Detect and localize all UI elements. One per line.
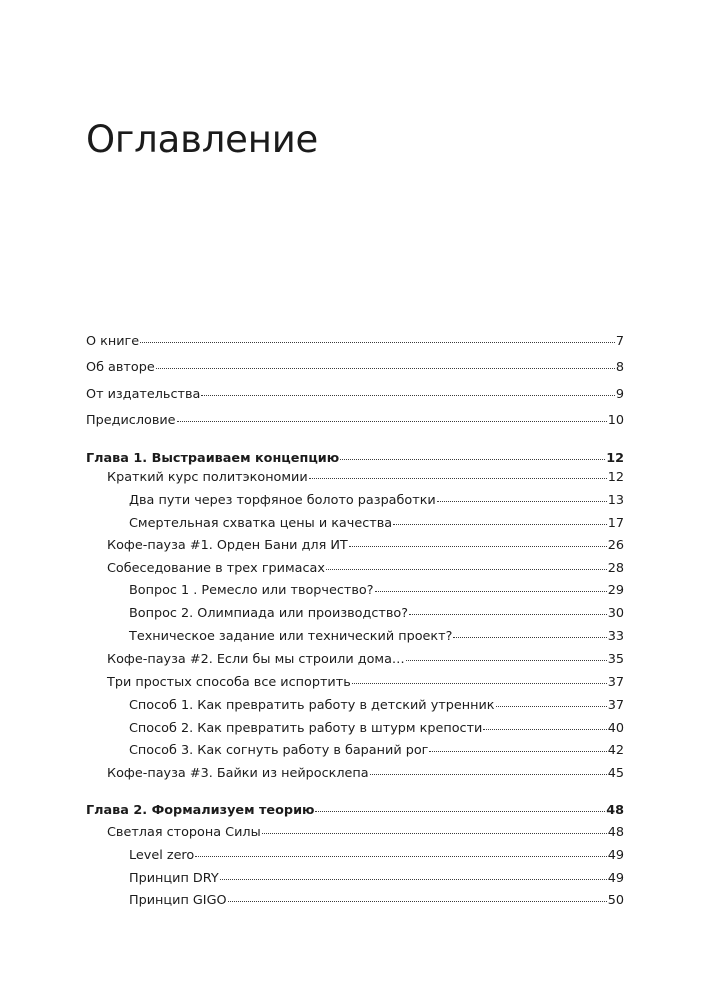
toc-entry-label: О книге: [86, 334, 140, 349]
toc-entry: [107, 823, 624, 843]
toc-entry: [86, 358, 624, 378]
dot-leader: [262, 833, 607, 834]
dot-leader: [340, 459, 605, 460]
toc-entry-label: Три простых способа все испортить: [107, 675, 351, 690]
toc-entry-label: Способ 1. Как превратить работу в детский утренник: [129, 698, 495, 713]
dot-leader: [228, 901, 607, 902]
toc-entry-label: Об авторе: [86, 360, 155, 375]
dot-leader: [409, 614, 607, 615]
toc-entry-label: Два пути через торфяное болото разработки: [129, 493, 436, 508]
toc-entry-label: Вопрос 2. Олимпиада или производство?: [129, 606, 409, 621]
dot-leader: [315, 811, 605, 812]
toc-entry: [129, 514, 624, 534]
dot-leader: [483, 729, 606, 730]
toc-entry-page-number: 37: [607, 698, 624, 713]
toc-entry-label: Принцип GIGO: [129, 893, 227, 908]
toc-entry-page-number: 45: [607, 766, 624, 781]
toc-entry-label: Способ 2. Как превратить работу в штурм крепости: [129, 721, 483, 736]
dot-leader: [309, 478, 607, 479]
toc-entry-label: Предисловие: [86, 413, 176, 428]
toc-entry-label: Способ 3. Как согнуть работу в бараний рог: [129, 743, 429, 758]
dot-leader: [496, 706, 607, 707]
dot-leader: [429, 751, 606, 752]
toc-entry: [86, 449, 624, 469]
toc-entry-page-number: 28: [607, 561, 624, 576]
toc-entry: [86, 332, 624, 352]
toc-entry: [86, 411, 624, 431]
toc-entry-page-number: 13: [607, 493, 624, 508]
table-of-contents: [86, 0, 624, 1000]
toc-entry-page-number: 9: [615, 387, 624, 402]
toc-entry: [86, 801, 624, 821]
toc-entry-page-number: 10: [607, 413, 624, 428]
toc-entry-page-number: 7: [615, 334, 624, 349]
toc-entry-label: Техническое задание или технический проект?: [129, 629, 453, 644]
toc-entry-page-number: 37: [607, 675, 624, 690]
toc-entry: [129, 604, 624, 624]
toc-entry: [107, 650, 624, 670]
toc-entry: [107, 536, 624, 556]
dot-leader: [453, 637, 606, 638]
toc-entry: [107, 764, 624, 784]
toc-entry: [129, 846, 624, 866]
toc-entry-label: Светлая сторона Силы: [107, 825, 261, 840]
toc-entry-page-number: 42: [607, 743, 624, 758]
dot-leader: [220, 879, 607, 880]
toc-entry-page-number: 50: [607, 893, 624, 908]
toc-entry-label: От издательства: [86, 387, 201, 402]
toc-entry-page-number: 49: [607, 871, 624, 886]
toc-entry: [107, 673, 624, 693]
toc-entry: [107, 468, 624, 488]
toc-entry-label: Принцип DRY: [129, 871, 219, 886]
toc-entry-page-number: 49: [607, 848, 624, 863]
toc-entry-page-number: 12: [606, 451, 624, 466]
toc-entry-page-number: 33: [607, 629, 624, 644]
dot-leader: [393, 524, 607, 525]
toc-entry: [129, 696, 624, 716]
toc-entry-page-number: 17: [607, 516, 624, 531]
dot-leader: [406, 660, 607, 661]
dot-leader: [349, 546, 607, 547]
toc-entry-label: Собеседование в трех гримасах: [107, 561, 325, 576]
dot-leader: [177, 421, 607, 422]
toc-entry: [129, 581, 624, 601]
toc-entry: [129, 491, 624, 511]
toc-entry-page-number: 12: [607, 470, 624, 485]
dot-leader: [326, 569, 607, 570]
toc-entry: [86, 385, 624, 405]
toc-entry-label: Кофе-пауза #1. Орден Бани для ИТ: [107, 538, 348, 553]
toc-entry-label: Глава 1. Выстраиваем концепцию: [86, 451, 340, 466]
dot-leader: [195, 856, 606, 857]
toc-entry: [129, 891, 624, 911]
toc-entry-label: Level zero: [129, 848, 195, 863]
dot-leader: [156, 368, 615, 369]
dot-leader: [375, 591, 607, 592]
toc-entry-page-number: 26: [607, 538, 624, 553]
toc-entry-label: Смертельная схватка цены и качества: [129, 516, 393, 531]
toc-entry: [129, 719, 624, 739]
page-title: Оглавление: [86, 118, 319, 161]
toc-entry-page-number: 29: [607, 583, 624, 598]
toc-entry-page-number: 8: [615, 360, 624, 375]
toc-entry: [129, 741, 624, 761]
dot-leader: [370, 774, 607, 775]
dot-leader: [437, 501, 607, 502]
toc-entry-label: Кофе-пауза #3. Байки из нейросклепа: [107, 766, 369, 781]
toc-entry-page-number: 48: [606, 803, 624, 818]
dot-leader: [352, 683, 607, 684]
toc-entry: [129, 627, 624, 647]
toc-entry: [107, 559, 624, 579]
toc-entry-page-number: 30: [607, 606, 624, 621]
toc-entry-label: Глава 2. Формализуем теорию: [86, 803, 315, 818]
toc-entry-label: Краткий курс политэкономии: [107, 470, 308, 485]
toc-entry-page-number: 40: [607, 721, 624, 736]
dot-leader: [140, 342, 615, 343]
toc-entry-page-number: 35: [607, 652, 624, 667]
dot-leader: [201, 395, 615, 396]
toc-entry-label: Вопрос 1 . Ремесло или творчество?: [129, 583, 374, 598]
toc-entry-label: Кофе-пауза #2. Если бы мы строили дома…: [107, 652, 405, 667]
toc-entry-page-number: 48: [607, 825, 624, 840]
toc-entry: [129, 869, 624, 889]
